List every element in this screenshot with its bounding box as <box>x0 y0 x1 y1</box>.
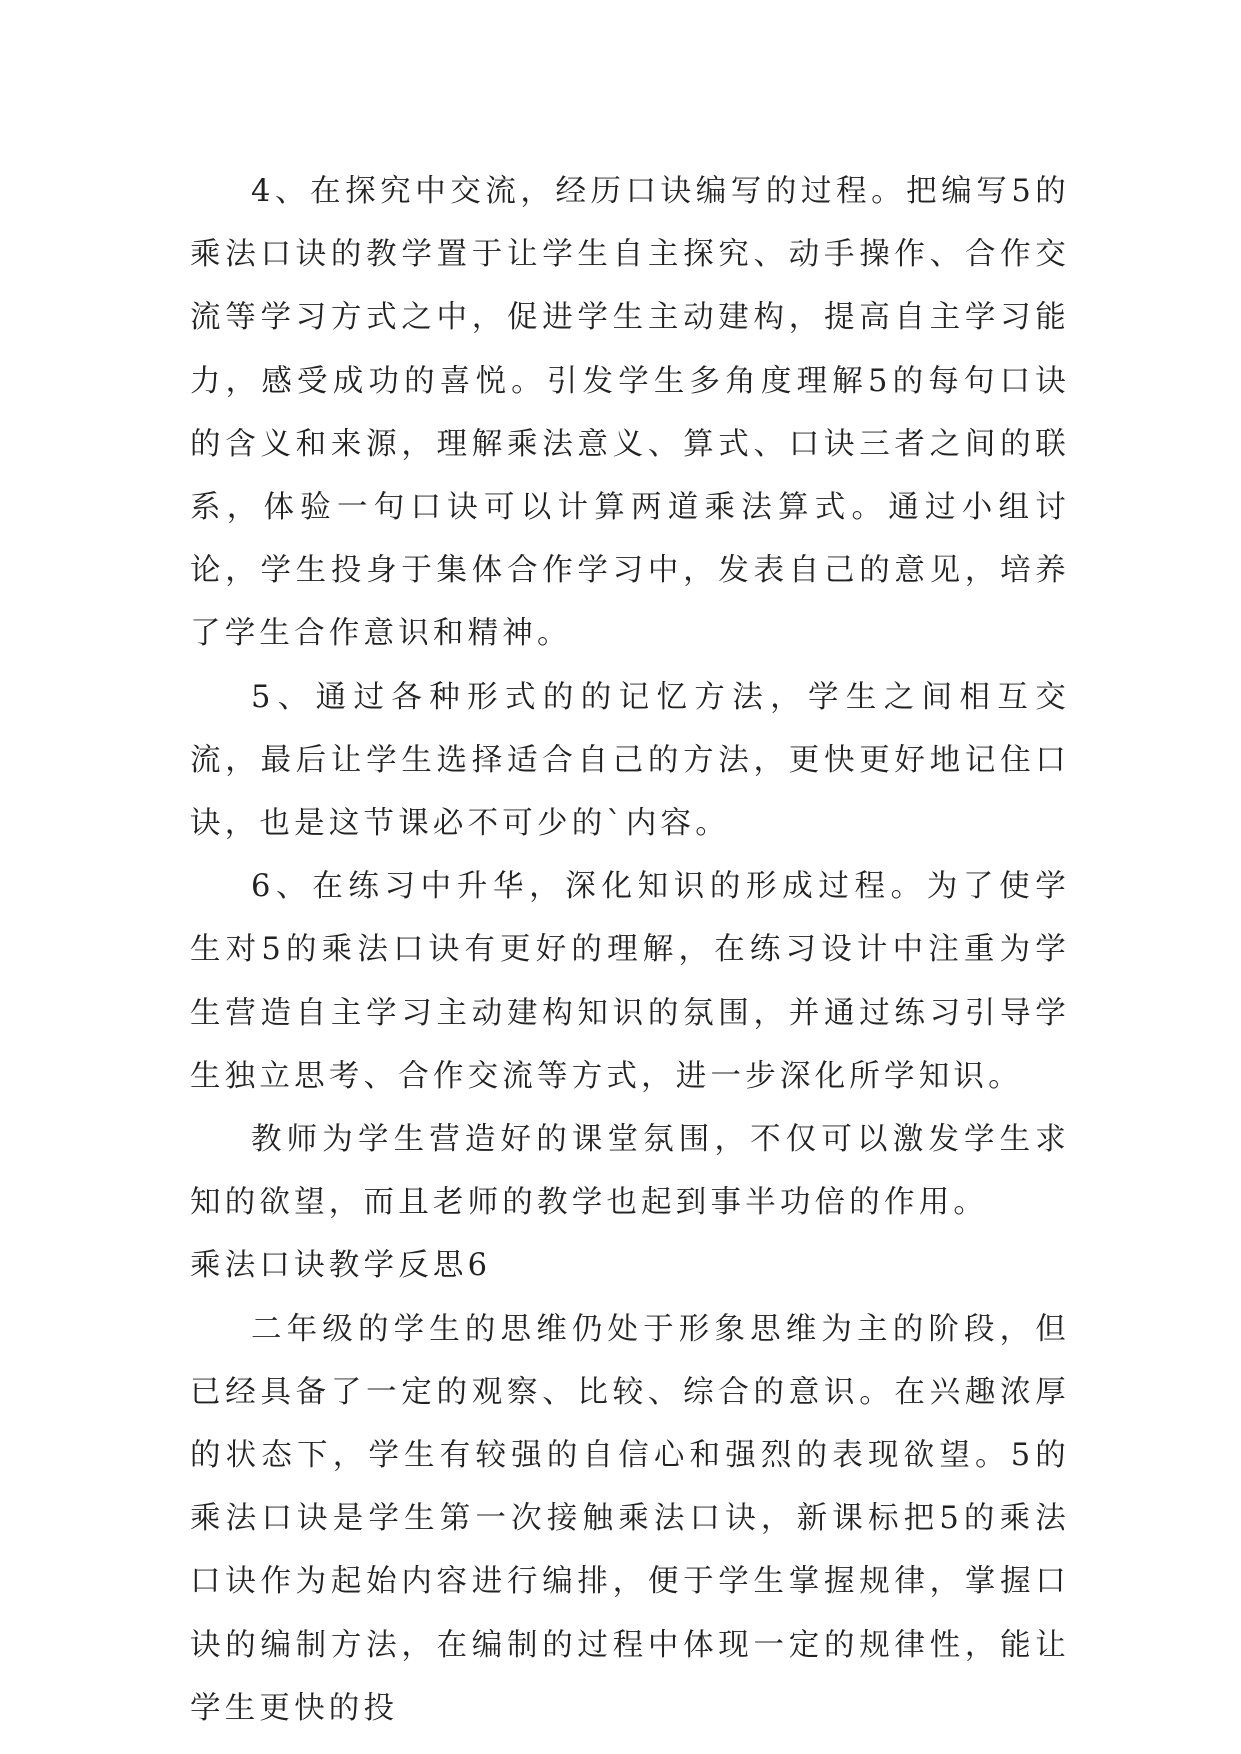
paragraph-4: 4、在探究中交流，经历口诀编写的过程。把编写5的乘法口诀的教学置于让学生自主探究、动手操作、合作交流等学习方式之中，促进学生主动建构，提高自主学习能力，感受成功的喜悦。引发学生多角度理解5的每句口诀的含义和来源，理解乘法意义、算式、口诀三者之间的联系，体验一句口诀可以计算两道乘法算式。通过小组讨论，学生投身于集体合作学习中，发表自己的意见，培养了学生合作意识和精神。 <box>190 174 1070 652</box>
paragraph-6: 6、在练习中升华，深化知识的形成过程。为了使学生对5的乘法口诀有更好的理解，在练习设计中注重为学生营造自主学习主动建构知识的氛围，并通过练习引导学生独立思考、合作交流等方式，进一步深化所学知识。 <box>190 869 1070 1094</box>
paragraph-5: 5、通过各种形式的的记忆方法，学生之间相互交流，最后让学生选择适合自己的方法，更快更好地记住口诀，也是这节课必不可少的`内容。 <box>190 679 1070 842</box>
paragraph-teacher: 教师为学生营造好的课堂氛围，不仅可以激发学生求知的欲望，而且老师的教学也起到事半功倍的作用。 <box>190 1122 1070 1221</box>
paragraph-grade-two: 二年级的学生的思维仍处于形象思维为主的阶段，但已经具备了一定的观察、比较、综合的意识。在兴趣浓厚的状态下，学生有较强的自信心和强烈的表现欲望。5的乘法口诀是学生第一次接触乘法口诀，新课标把5的乘法口诀作为起始内容进行编排，便于学生掌握规律，掌握口诀的编制方法，在编制的过程中体现一定的规律性，能让学生更快的投 <box>190 1311 1070 1726</box>
section-heading: 乘法口诀教学反思6 <box>190 1248 492 1284</box>
document-body <box>190 160 1070 1740</box>
